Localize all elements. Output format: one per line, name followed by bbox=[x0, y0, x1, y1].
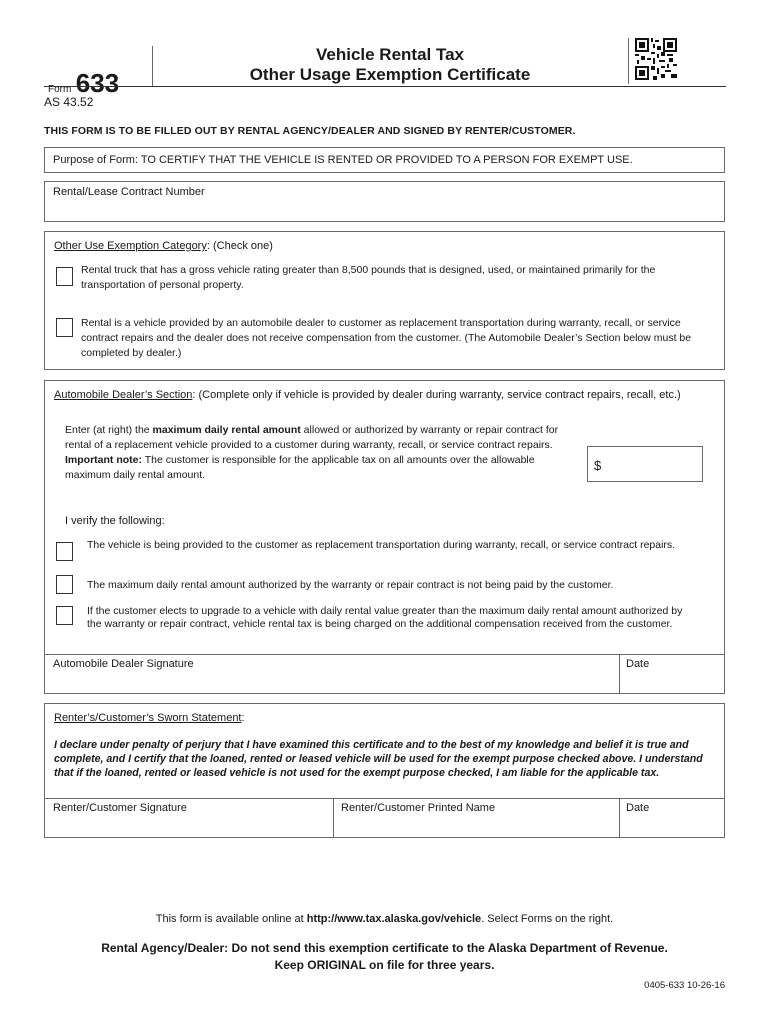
exemption-heading-text: Other Use Exemption Category bbox=[54, 240, 207, 252]
qr-code-icon bbox=[635, 38, 677, 80]
renter-section bbox=[44, 703, 725, 838]
dealer-heading-text: Automobile Dealer’s Section bbox=[54, 389, 193, 401]
sworn-statement: I declare under penalty of perjury that I have examined this certificate and to the best of my knowledge and belief it is true and complete, and I certify that the loaned, rented or leased vehicle will be used for the exempt purpose checked above. I understand that if the loaned, rented or leased vehicle is not used for the exempt purpose checked, I am liable for the applicable tax. bbox=[54, 739, 703, 779]
dealer-heading bbox=[54, 389, 681, 401]
title-line-1: Vehicle Rental Tax bbox=[315, 45, 465, 64]
exemption-heading bbox=[54, 240, 273, 252]
checkbox-verify-not-paid[interactable] bbox=[56, 575, 73, 594]
verify-replacement-label: The vehicle is being provided to the customer as replacement transportation during warranty, recall, or service contract repairs. bbox=[87, 539, 676, 551]
dealer-signature-label: Automobile Dealer Signature bbox=[53, 658, 194, 670]
dealer-instructions bbox=[65, 423, 565, 483]
online-suffix: . Select Forms on the right. bbox=[481, 913, 614, 925]
online-url-link[interactable]: http://www.tax.alaska.gov/vehicle bbox=[306, 913, 482, 925]
verify-not-paid-label: The maximum daily rental amount authorized by the warranty or repair contract is not being paid by the customer. bbox=[87, 579, 614, 591]
important-note-text: The customer is responsible for the applicable tax on all amounts over the allowable maximum daily rental amount. bbox=[65, 454, 535, 481]
form-word: Form bbox=[48, 84, 72, 95]
contract-number-field[interactable] bbox=[44, 181, 725, 222]
header-divider-right bbox=[628, 38, 629, 84]
header-rule bbox=[44, 86, 726, 87]
checkbox-rental-truck[interactable] bbox=[56, 267, 73, 286]
dealer-section bbox=[44, 380, 725, 694]
form-number: 633 bbox=[75, 68, 120, 98]
instruction: THIS FORM IS TO BE FILLED OUT BY RENTAL AGENCY/DEALER AND SIGNED BY RENTER/CUSTOMER. bbox=[44, 125, 576, 137]
page-title bbox=[215, 45, 565, 85]
dealer-date-label: Date bbox=[626, 658, 650, 670]
purpose-box bbox=[44, 147, 725, 173]
form-code: 0405-633 10-26-16 bbox=[644, 980, 725, 991]
verify-label: I verify the following: bbox=[65, 515, 165, 527]
title-line-2: Other Usage Exemption Certificate bbox=[249, 65, 531, 84]
option-dealer-replacement-label: Rental is a vehicle provided by an automobile dealer to customer as replacement transportation during warranty, recall, or service contract repairs and the dealer does not receive compensation from the customer. (The Automobile Dealer’s Section below must be completed by dealer.) bbox=[81, 317, 692, 359]
renter-signature-label: Renter/Customer Signature bbox=[53, 802, 187, 814]
renter-printed-name-label: Renter/Customer Printed Name bbox=[341, 802, 496, 814]
header-divider bbox=[152, 46, 153, 86]
dealer-heading-suffix: : (Complete only if vehicle is provided by dealer during warranty, service contract repairs, recall, etc.) bbox=[192, 389, 681, 401]
contract-number-label: Rental/Lease Contract Number bbox=[53, 186, 205, 198]
exemption-section bbox=[44, 231, 725, 370]
enter-bold: maximum daily rental amount bbox=[152, 424, 301, 436]
online-prefix: This form is available online at bbox=[155, 913, 307, 925]
verify-upgrade-label: If the customer elects to upgrade to a vehicle with daily rental value greater than the maximum daily rental amount authorized by the warranty or repair contract, vehicle rental tax is being charged on the additional compensation received from the customer. bbox=[87, 605, 683, 630]
exemption-heading-suffix: : (Check one) bbox=[206, 240, 273, 252]
online-availability bbox=[44, 913, 725, 925]
renter-date-label: Date bbox=[626, 802, 650, 814]
renter-printed-name-field[interactable] bbox=[334, 799, 619, 837]
dollar-sign: $ bbox=[594, 458, 602, 473]
max-daily-rental-amount-field[interactable] bbox=[587, 446, 703, 482]
enter-rest: allowed or authorized by warranty or repair contract for rental of a replacement vehicle provided to a customer during warranty, recall, or service contract repairs. bbox=[65, 424, 559, 451]
renter-signature-field[interactable] bbox=[45, 799, 333, 837]
agency-notice bbox=[44, 940, 725, 974]
checkbox-verify-replacement[interactable] bbox=[56, 542, 73, 561]
checkbox-dealer-replacement[interactable] bbox=[56, 318, 73, 337]
checkbox-verify-upgrade[interactable] bbox=[56, 606, 73, 625]
important-note-label: Important note: bbox=[65, 454, 142, 466]
dealer-date-field[interactable] bbox=[620, 655, 724, 693]
agency-notice-line-2: Keep ORIGINAL on file for three years. bbox=[274, 958, 495, 972]
option-rental-truck-label: Rental truck that has a gross vehicle rating greater than 8,500 pounds that is designed, used, or maintained primarily for the transportation of personal property. bbox=[81, 264, 656, 291]
renter-heading-suffix: : bbox=[241, 712, 245, 724]
renter-heading-text: Renter’s/Customer’s Sworn Statement bbox=[54, 712, 242, 724]
renter-date-field[interactable] bbox=[620, 799, 724, 837]
dealer-signature-field[interactable] bbox=[45, 655, 619, 693]
renter-heading bbox=[54, 712, 245, 724]
agency-notice-line-1: Rental Agency/Dealer: Do not send this exemption certificate to the Alaska Department of Revenue. bbox=[101, 941, 668, 955]
enter-prefix: Enter (at right) the bbox=[65, 424, 153, 436]
statute: AS 43.52 bbox=[44, 95, 94, 109]
purpose-text: Purpose of Form: TO CERTIFY THAT THE VEHICLE IS RENTED OR PROVIDED TO A PERSON FOR EXEMPT USE. bbox=[53, 154, 633, 166]
